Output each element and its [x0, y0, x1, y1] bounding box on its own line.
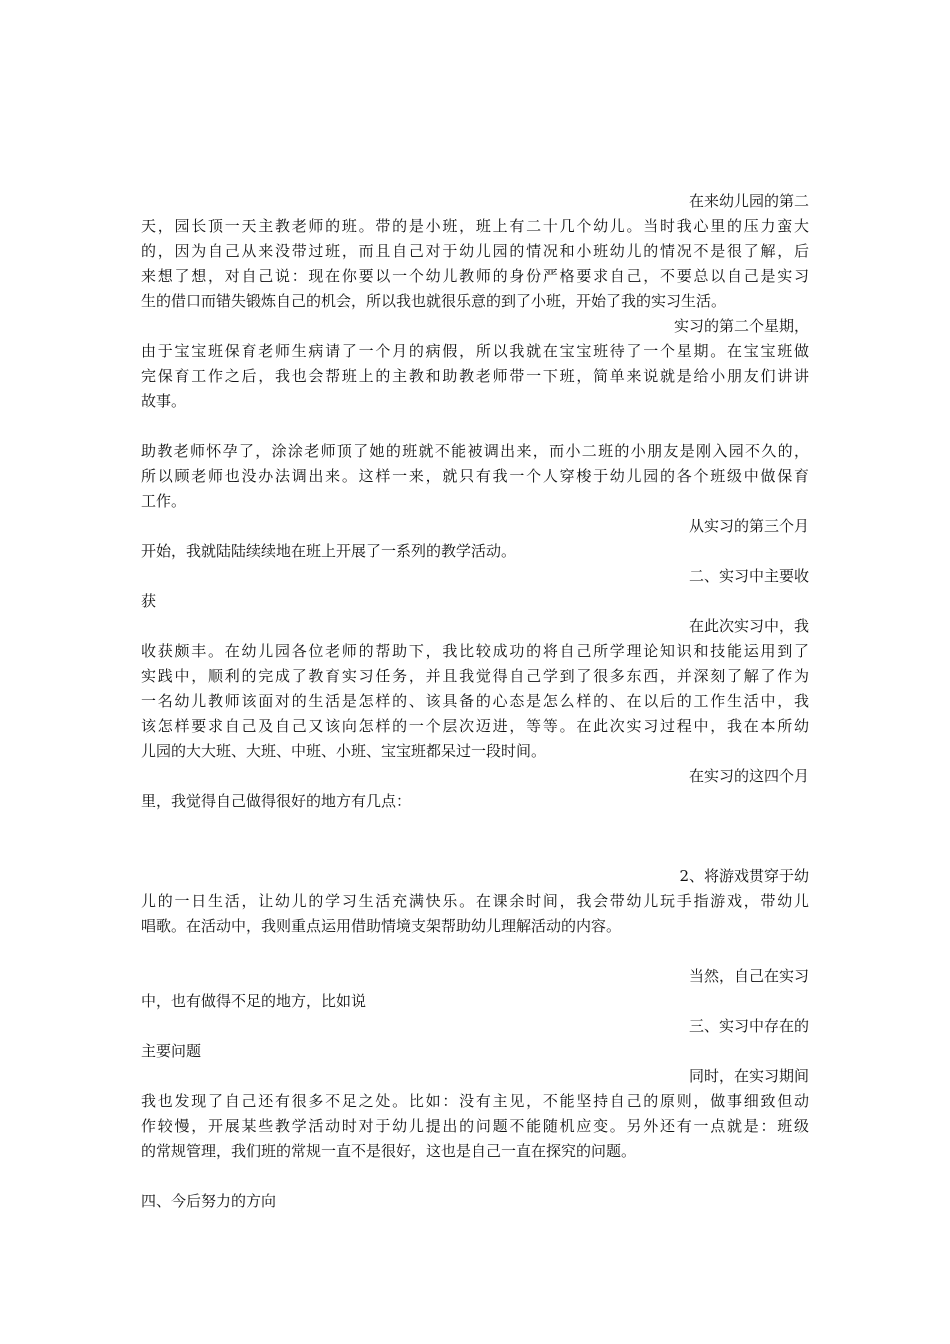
- text-line: 作较慢，开展某些教学活动时对于幼儿提出的问题不能随机应变。另外还有一点就是：班级: [141, 1117, 809, 1135]
- text-line: 工作。: [141, 492, 187, 510]
- text-line: 2、将游戏贯穿于幼: [679, 867, 809, 885]
- text-line: 的，因为自己从来没带过班，而且自己对于幼儿园的情况和小班幼儿的情况不是很了解，后: [141, 242, 809, 260]
- text-line: 实习的第二个星期，: [673, 317, 809, 335]
- text-line: 儿园的大大班、大班、中班、小班、宝宝班都呆过一段时间。: [141, 742, 547, 760]
- paragraph-four-months: [141, 764, 809, 814]
- paragraph-shortcomings: [141, 964, 809, 1014]
- text-line: 主要问题: [141, 1042, 202, 1060]
- paragraph-third-month: [141, 514, 809, 564]
- heading-main-gains: [141, 564, 809, 614]
- paragraph-problems: [141, 1064, 809, 1164]
- text-line: 所以顾老师也没办法调出来。这样一来，就只有我一个人穿梭于幼儿园的各个班级中做保育: [141, 467, 809, 485]
- text-line: 在来幼儿园的第二: [688, 192, 809, 210]
- heading-problems: [141, 1014, 809, 1064]
- text-line: 儿的一日生活，让幼儿的学习生活充满快乐。在课余时间，我会带幼儿玩手指游戏，带幼儿: [141, 892, 809, 910]
- text-line: 来想了想，对自己说：现在你要以一个幼儿教师的身份严格要求自己，不要总以自己是实习: [141, 267, 809, 285]
- text-line: 四、今后努力的方向: [141, 1192, 277, 1210]
- text-line: 在实习的这四个月: [688, 767, 809, 785]
- text-line: 的常规管理，我们班的常规一直不是很好，这也是自己一直在探究的问题。: [141, 1142, 637, 1160]
- text-line: 由于宝宝班保育老师生病请了一个月的病假，所以我就在宝宝班待了一个星期。在宝宝班做: [141, 342, 809, 360]
- text-line: 二、实习中主要收: [688, 567, 809, 585]
- paragraph-gains: [141, 614, 809, 764]
- text-line: 生的借口而错失锻炼自己的机会，所以我也就很乐意的到了小班，开始了我的实习生活。: [141, 292, 727, 310]
- text-line: 从实习的第三个月: [688, 517, 809, 535]
- text-line: 三、实习中存在的: [688, 1017, 809, 1035]
- text-line: 实践中，顺利的完成了教育实习任务，并且我觉得自己学到了很多东西，并深刻了解了作为: [141, 667, 809, 685]
- text-line: 完保育工作之后，我也会帮班上的主教和助教老师带一下班，简单来说就是给小朋友们讲讲: [141, 367, 809, 385]
- text-line: 在此次实习中，我: [688, 617, 809, 635]
- text-line: 故事。: [141, 392, 187, 410]
- text-line: 开始，我就陆陆续续地在班上开展了一系列的教学活动。: [141, 542, 517, 560]
- text-line: 收获颇丰。在幼儿园各位老师的帮助下，我比较成功的将自己所学理论知识和技能运用到了: [141, 642, 809, 660]
- text-line: 天，园长顶一天主教老师的班。带的是小班，班上有二十几个幼儿。当时我心里的压力蛮大: [141, 217, 809, 235]
- text-line: 唱歌。在活动中，我则重点运用借助情境支架帮助幼儿理解活动的内容。: [141, 917, 622, 935]
- text-line: 该怎样要求自己及自己又该向怎样的一个层次迈进，等等。在此次实习过程中，我在本所幼: [141, 717, 809, 735]
- text-line: 当然，自己在实习: [688, 967, 809, 985]
- text-line: 里，我觉得自己做得很好的地方有几点：: [141, 792, 412, 810]
- paragraph-second-day: [141, 189, 809, 314]
- text-line: 获: [141, 592, 157, 610]
- text-line: 中，也有做得不足的地方，比如说: [141, 992, 367, 1010]
- text-line: 助教老师怀孕了，涂涂老师顶了她的班就不能被调出来，而小二班的小朋友是刚入园不久的，: [141, 442, 809, 460]
- text-line: 一名幼儿教师该面对的生活是怎样的、该具备的心态是怎么样的、在以后的工作生活中，我: [141, 692, 809, 710]
- heading-future-direction: [141, 1189, 809, 1214]
- text-line: 我也发现了自己还有很多不足之处。比如：没有主见，不能坚持自己的原则，做事细致但动: [141, 1092, 809, 1110]
- text-line: 同时，在实习期间: [688, 1067, 809, 1085]
- paragraph-assistant-teacher: [141, 439, 809, 514]
- paragraph-second-week: [141, 314, 809, 414]
- paragraph-games: [141, 864, 809, 939]
